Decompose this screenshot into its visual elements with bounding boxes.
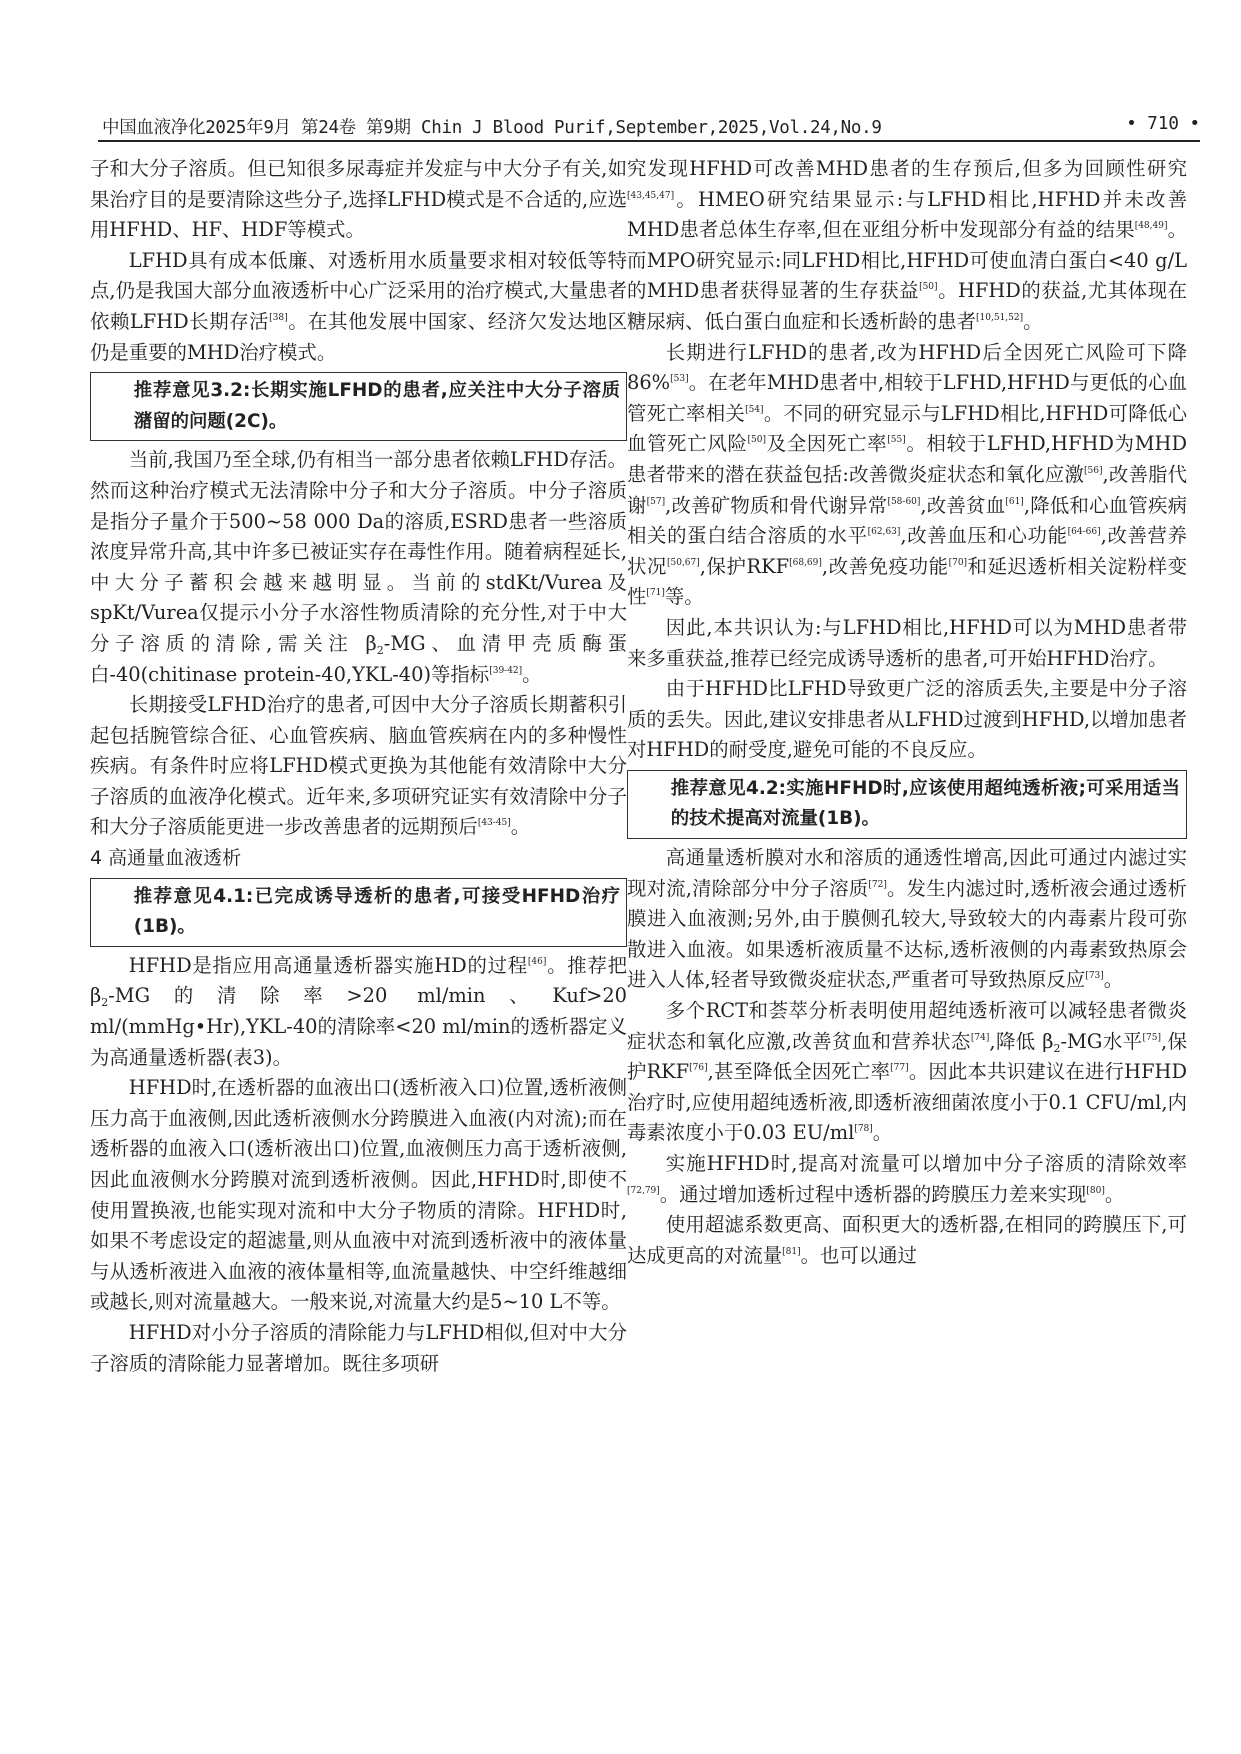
citation: [68,69] <box>789 557 822 568</box>
journal-citation: 中国血液净化2025年9月 第24卷 第9期 Chin J Blood Purif,September,2025,Vol.24,No.9 <box>102 118 882 138</box>
citation: [75] <box>1142 1032 1161 1043</box>
recommendation-box <box>90 878 627 947</box>
paragraph: HFHD是指应用高通量透析器实施HD的过程[46]。推荐把 $\beta_2-MG$的清除率>20 ml/min、Kuf>20 ml/(mmHg•Hr),YKL-40的清除率<20 ml/min的透析器定义为高通量透析器(表3)。 <box>90 953 628 1069</box>
paragraph: 多个RCT和荟萃分析表明使用超纯透析液可以减轻患者微炎症状态和氧化应激,改善贫血和营养状态[74],降低 $\beta_2-MG$水平[75],保护RKF[76],甚至降低全因死亡率[77]。因此本共识建议在进行HFHD治疗时,应使用超纯透析液,即透析液细菌浓度小于0.1 CFU/ml,内毒素浓度小于0.03 EU/ml[78]。 <box>627 999 1188 1145</box>
citation: [70] <box>948 557 968 568</box>
citation: [72,79] <box>627 1185 660 1196</box>
citation: [10,51,52] <box>976 312 1024 323</box>
paragraph: 高通量透析膜对水和溶质的通透性增高,因此可通过内滤过实现对流,清除部分中分子溶质[72]。发生内滤过时,透析液会通过透析膜进入血液测;另外,由于膜侧孔较大,导致较大的内毒素片段可弥散进入血液。如果透析液质量不达标,透析液侧的内毒素致热原会进入人体,轻者导致微炎症状态,严重者可导致热原反应[73]。 <box>627 846 1187 992</box>
citation: [43-45] <box>477 818 511 829</box>
recommendation-box <box>627 770 1187 839</box>
citation: [54] <box>745 404 764 415</box>
recommendation-text: 推荐意见4.1:已完成诱导透析的患者,可接受HFHD治疗(1B)。 <box>133 885 620 938</box>
paragraph: 长期进行LFHD的患者,改为HFHD后全因死亡风险可下降86%[53]。在老年MHD患者中,相较于LFHD,HFHD与更低的心血管死亡率相关[54]。不同的研究显示与LFHD相比,HFHD可降低心血管死亡风险[50]及全因死亡率[55]。相较于LFHD,HFHD为MHD患者带来的潜在获益包括:改善微炎症状态和氧化应激[56],改善脂代谢[57],改善矿物质和骨代谢异常[58-60],改善贫血[61],降低和心血管疾病相关的蛋白结合溶质的水平[62,63],改善血压和心功能[64-66],改善营养状况[50,67],保护RKF[68,69],改善免疫功能[70]和延迟透析相关淀粉样变性[71]等。 <box>627 340 1188 609</box>
paragraph: 当前,我国乃至全球,仍有相当一部分患者依赖LFHD存活。然而这种治疗模式无法清除中分子和大分子溶质。中分子溶质是指分子量介于500~58 000 Da的溶质,ESRD患者一些溶质浓度异常升高,其中许多已被证实存在毒性作用。随着病程延长,中大分子蓄积会越来越明显。当前的stdKt/Vurea及spKt/Vurea仅提示小分子水溶性物质清除的充分性,对于中大分子溶质的清除,需关注 $\beta_2-MG$、血清甲壳质酶蛋白-40(chitinase protein-40,YKL-40)等指标[39-42]。 <box>90 448 627 686</box>
citation: [56] <box>1084 465 1103 476</box>
citation: [55] <box>887 435 906 446</box>
paragraph: 实施HFHD时,提高对流量可以增加中分子溶质的清除效率[72,79]。通过增加透析过程中透析器的跨膜压力差来实现[80]。 <box>627 1152 1187 1206</box>
citation: [78] <box>854 1124 873 1135</box>
recommendation-box <box>90 372 627 441</box>
paragraph: 由于HFHD比LFHD导致更广泛的溶质丢失,主要是中分子溶质的丢失。因此,建议安排患者从LFHD过渡到HFHD,以增加患者对HFHD的耐受度,避免可能的不良反应。 <box>627 677 1187 762</box>
citation: [72] <box>868 879 887 890</box>
citation: [80] <box>1086 1185 1105 1196</box>
citation: [73] <box>1085 971 1104 982</box>
paragraph: HFHD时,在透析器的血液出口(透析液入口)位置,透析液侧压力高于血液侧,因此透析液侧水分跨膜进入血液(内对流);而在透析器的血液入口(透析液出口)位置,血液侧压力高于透析液侧,因此血液侧水分跨膜对流到透析液侧。因此,HFHD时,即使不使用置换液,也能实现对流和中大分子物质的清除。HFHD时,如果不考虑设定的超滤量,则从血液中对流到透析液中的液体量与从透析液进入血液的液体量相等,血流量越快、中空纤维越细或越长,则对流量越大。一般来说,对流量大约是5~10 L不等。 <box>90 1076 627 1314</box>
paragraph: HFHD对小分子溶质的清除能力与LFHD相似,但对中大分子溶质的清除能力显著增加。既往多项研 <box>90 1320 627 1375</box>
recommendation-text: 推荐意见3.2:长期实施LFHD的患者,应关注中大分子溶质潴留的问题(2C)。 <box>133 380 620 432</box>
citation: [77] <box>890 1063 909 1074</box>
citation: [53] <box>670 374 689 385</box>
citation: [61] <box>1005 496 1024 507</box>
citation: [50,67] <box>666 557 700 568</box>
citation: [71] <box>646 588 665 599</box>
paragraph: 究发现HFHD可改善MHD患者的生存预后,但多为回顾性研究[43,45,47]。HMEO研究结果显示:与LFHD相比,HFHD并未改善MHD患者总体生存率,但在亚组分析中发现部分有益的结果[48,49]。而MPO研究显示:同LFHD相比,HFHD可使血清白蛋白<40 g/L的MHD患者获得显著的生存获益[50]。HFHD的获益,尤其体现在糖尿病、低白蛋白血症和长透析龄的患者[10,51,52]。 <box>627 157 1188 333</box>
citation: [38] <box>269 312 288 323</box>
page-number: • 710 • <box>1126 114 1200 134</box>
running-header <box>98 110 1200 142</box>
right-column <box>627 154 1187 1271</box>
citation: [81] <box>782 1246 801 1257</box>
paragraph: LFHD具有成本低廉、对透析用水质量要求相对较低等特点,仍是我国大部分血液透析中心广泛采用的治疗模式,大量患者依赖LFHD长期存活[38]。在其他发展中国家、经济欠发达地区仍是重要的MHD治疗模式。 <box>90 248 627 364</box>
left-column <box>90 154 627 1379</box>
citation: [48,49] <box>1134 221 1168 232</box>
paragraph: 使用超滤系数更高、面积更大的透析器,在相同的跨膜压下,可达成更高的对流量[81]。也可以通过 <box>627 1213 1187 1267</box>
citation: [58-60] <box>887 496 921 507</box>
paragraph: 因此,本共识认为:与LFHD相比,HFHD可以为MHD患者带来多重获益,推荐已经完成诱导透析的患者,可开始HFHD治疗。 <box>627 615 1187 670</box>
citation: [50] <box>919 282 938 293</box>
section-heading: 4 高通量血液透析 <box>90 847 242 870</box>
citation: [57] <box>646 496 666 507</box>
paragraph: 子和大分子溶质。但已知很多尿毒症并发症与中大分子有关,如果治疗目的是要清除这些分子,选择LFHD模式是不合适的,应选用HFHD、HF、HDF等模式。 <box>90 157 627 242</box>
citation: [50] <box>747 435 767 446</box>
paragraph: 长期接受LFHD治疗的患者,可因中大分子溶质长期蓄积引起包括腕管综合征、心血管疾病、脑血管疾病在内的多种慢性疾病。有条件时应将LFHD模式更换为其他能有效清除中大分子溶质的血液净化模式。近年来,多项研究证实有效清除中分子和大分子溶质能更进一步改善患者的远期预后[43-45]。 <box>90 693 627 839</box>
citation: [74] <box>970 1032 990 1043</box>
citation: [64-66] <box>1067 527 1101 538</box>
citation: [76] <box>689 1063 708 1074</box>
citation: [62,63] <box>867 527 901 538</box>
citation: [39-42] <box>489 665 523 676</box>
citation: [43,45,47] <box>627 190 675 201</box>
recommendation-text: 推荐意见4.2:实施HFHD时,应该使用超纯透析液;可采用适当的技术提高对流量(1B)。 <box>670 777 1180 830</box>
citation: [46] <box>527 956 547 967</box>
